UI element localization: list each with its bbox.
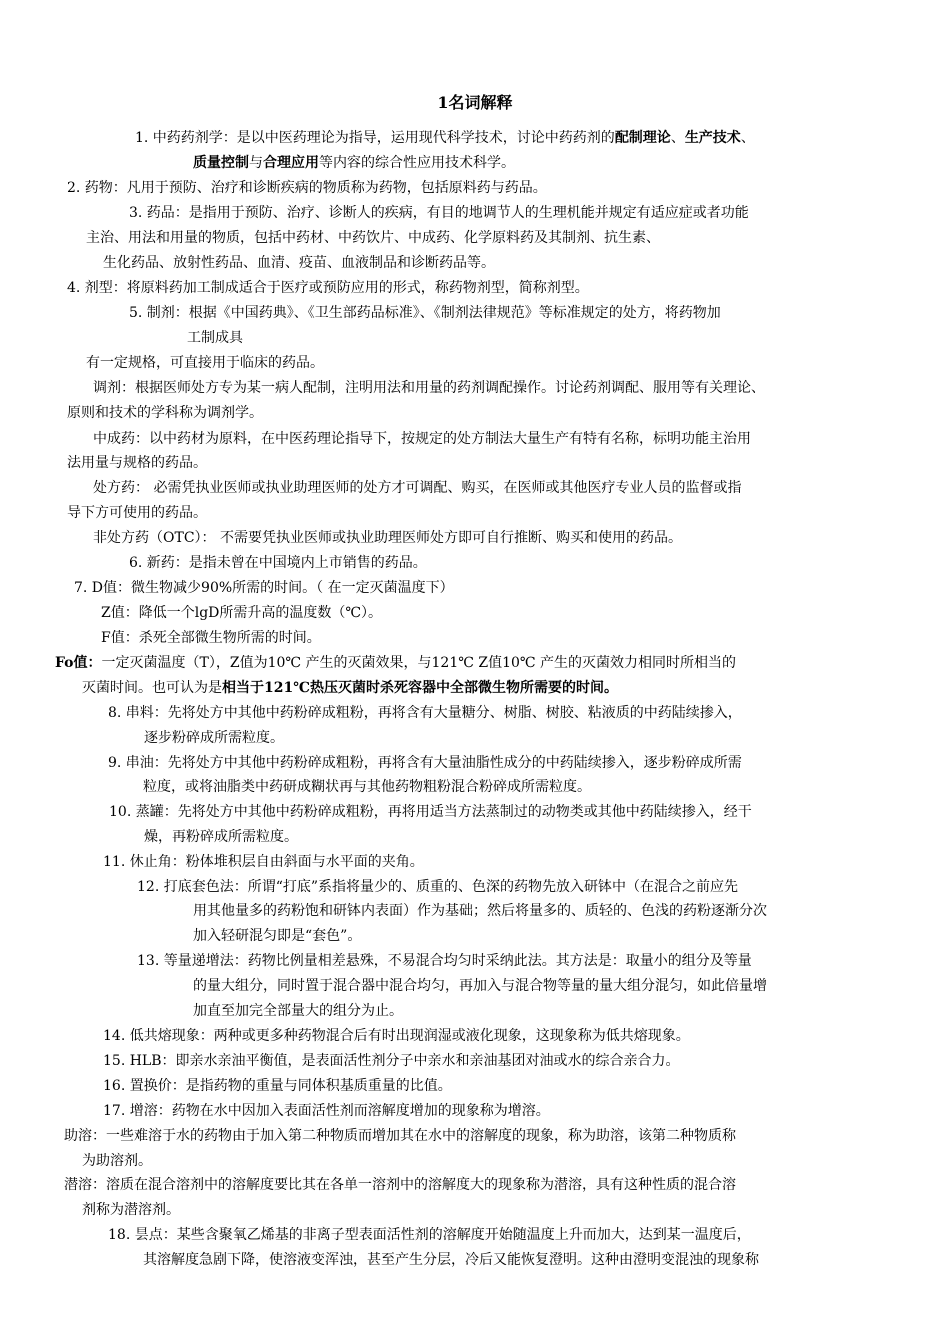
term-12-line-1: 12. 打底套色法：所谓“打底”系指将量少的、质重的、色深的药物先放入研钵中（在混合之前应先 bbox=[137, 879, 739, 895]
term-13-line-1: 13. 等量递增法：药物比例量相差悬殊，不易混合均匀时采纳此法。其方法是：取量小的组分及等量 bbox=[137, 953, 752, 969]
tiaoji-line-1: 调剂：根据医师处方专为某一病人配制，注明用法和用量的药剂调配操作。讨论药剂调配、服用等有关理论、 bbox=[93, 380, 765, 396]
page-title: 1名词解释 bbox=[437, 93, 513, 112]
term-10-line-1: 10. 蒸罐：先将处方中其他中药粉碎成粗粉，再将用适当方法蒸制过的动物类或其他中药陆续掺入，经干 bbox=[109, 804, 752, 820]
term-11: 11. 休止角：粉体堆积层自由斜面与水平面的夹角。 bbox=[103, 854, 424, 870]
term-8-line-1: 8. 串料：先将处方中其他中药粉碎成粗粉，再将含有大量糖分、树脂、树胶、粘液质的中药陆续掺入， bbox=[108, 705, 742, 721]
term-18-line-2: 其溶解度急剧下降，使溶液变浑浊，甚至产生分层，冷后又能恢复澄明。这种由澄明变混浊的现象称 bbox=[143, 1252, 759, 1268]
fo-line-1 bbox=[55, 653, 736, 673]
term-1-bold-2: 生产技术 bbox=[684, 130, 741, 146]
term-12-line-3: 加入轻研混匀即是“套色”。 bbox=[193, 928, 362, 944]
term-14: 14. 低共熔现象：两种或更多种药物混合后有时出现润湿或液化现象，这现象称为低共熔现象。 bbox=[103, 1028, 690, 1044]
qianrong-line-2: 剂称为潜溶剂。 bbox=[82, 1202, 180, 1218]
chufangyao-line-1: 处方药： 必需凭执业医师或执业助理医师的处方才可调配、购买，在医师或其他医疗专业人员的监督或指 bbox=[93, 480, 742, 496]
term-7-f-value: F值：杀死全部微生物所需的时间。 bbox=[101, 630, 321, 646]
term-1-bold-1: 配制理论 bbox=[614, 130, 671, 146]
zhongchengyao-line-1: 中成药：以中药材为原料，在中医药理论指导下，按规定的处方制法大量生产有特有名称，标明功能主治用 bbox=[93, 431, 751, 447]
term-6: 6. 新药：是指未曾在中国境内上市销售的药品。 bbox=[129, 555, 427, 571]
term-13-line-2: 的量大组分，同时置于混合器中混合均匀，再加入与混合物等量的量大组分混匀，如此倍量增 bbox=[193, 978, 767, 994]
term-1-sep-1: 、 bbox=[670, 130, 685, 146]
fo-line-2 bbox=[82, 678, 618, 698]
term-1-text: 1. 中药药剂学：是以中医药理论为指导，运用现代科学技术，讨论中药药剂的 bbox=[135, 130, 615, 146]
zhongchengyao-line-2: 法用量与规格的药品。 bbox=[67, 455, 207, 471]
term-3-line-2: 主治、用法和用量的物质，包括中药材、中药饮片、中成药、化学原料药及其制剂、抗生素、 bbox=[86, 230, 660, 246]
term-1-sep-2: 、 bbox=[740, 130, 755, 146]
term-1-line-2 bbox=[193, 153, 515, 173]
term-5-line-2: 工制成具 bbox=[187, 330, 243, 346]
term-2: 2. 药物：凡用于预防、治疗和诊断疾病的物质称为药物，包括原料药与药品。 bbox=[67, 180, 547, 196]
fo-text: 一定灭菌温度（T），Z值为10℃ 产生的灭菌效果，与121℃ Z值10℃ 产生的灭菌效力相同时所相当的 bbox=[101, 655, 736, 671]
term-9-line-1: 9. 串油：先将处方中其他中药粉碎成粗粉，再将含有大量油脂性成分的中药陆续掺入，逐步粉碎成所需 bbox=[108, 755, 742, 771]
term-7-z-value: Z值：降低一个lgD所需升高的温度数（℃）。 bbox=[101, 605, 383, 621]
term-10-line-2: 燥，再粉碎成所需粒度。 bbox=[144, 829, 298, 845]
fo-line-2-pre: 灭菌时间。也可认为是 bbox=[82, 680, 222, 696]
otc-definition: 非处方药（OTC）： 不需要凭执业医师或执业助理医师处方即可自行推断、购买和使用的药品。 bbox=[93, 530, 682, 546]
zhurong-line-2: 为助溶剂。 bbox=[82, 1153, 152, 1169]
term-16: 16. 置换价：是指药物的重量与同体积基质重量的比值。 bbox=[103, 1078, 452, 1094]
term-17: 17. 增溶：药物在水中因加入表面活性剂而溶解度增加的现象称为增溶。 bbox=[103, 1103, 550, 1119]
term-1-bold-4: 合理应用 bbox=[263, 155, 319, 171]
term-5-line-1: 5. 制剂：根据《中国药典》、《卫生部药品标准》、《制剂法律规范》等标准规定的处方，将药物加 bbox=[129, 305, 721, 321]
term-4: 4. 剂型：将原料药加工制成适合于医疗或预防应用的形式，称药物剂型，简称剂型。 bbox=[67, 280, 589, 296]
term-18-line-1: 18. 昙点：某些含聚氧乙烯基的非离子型表面活性剂的溶解度开始随温度上升而加大，达到某一温度后， bbox=[108, 1227, 751, 1243]
term-3-line-1: 3. 药品：是指用于预防、治疗、诊断人的疾病，有目的地调节人的生理机能并规定有适应症或者功能 bbox=[129, 205, 749, 221]
tiaoji-line-2: 原则和技术的学科称为调剂学。 bbox=[67, 405, 263, 421]
term-1-line-1 bbox=[135, 128, 755, 148]
term-9-line-2: 粒度，或将油脂类中药研成糊状再与其他药物粗粉混合粉碎成所需粒度。 bbox=[143, 779, 591, 795]
term-1-mid: 与 bbox=[249, 155, 263, 171]
term-5-line-3: 有一定规格，可直接用于临床的药品。 bbox=[86, 355, 324, 371]
term-8-line-2: 逐步粉碎成所需粒度。 bbox=[144, 730, 284, 746]
term-12-line-2: 用其他量多的药粉饱和研钵内表面）作为基础；然后将量多的、质轻的、色浅的药粉逐渐分次 bbox=[193, 903, 767, 919]
chufangyao-line-2: 导下方可使用的药品。 bbox=[67, 505, 207, 521]
term-3-line-3: 生化药品、放射性药品、血清、疫苗、血液制品和诊断药品等。 bbox=[103, 255, 495, 271]
term-1-bold-3: 质量控制 bbox=[193, 155, 249, 171]
term-15: 15. HLB：即亲水亲油平衡值，是表面活性剂分子中亲水和亲油基团对油或水的综合亲合力。 bbox=[103, 1053, 680, 1069]
fo-label: Fo值： bbox=[55, 655, 102, 671]
term-1-post: 等内容的综合性应用技术科学。 bbox=[319, 155, 515, 171]
fo-line-2-bold: 相当于121℃热压灭菌时杀死容器中全部微生物所需要的时间。 bbox=[222, 680, 618, 696]
term-7-d-value: 7. D值：微生物减少90%所需的时间。（ 在一定灭菌温度下） bbox=[74, 580, 454, 596]
zhurong-line-1: 助溶：一些难溶于水的药物由于加入第二种物质而增加其在水中的溶解度的现象，称为助溶，该第二种物质称 bbox=[64, 1128, 736, 1144]
qianrong-line-1: 潜溶：溶质在混合溶剂中的溶解度要比其在各单一溶剂中的溶解度大的现象称为潜溶，具有这种性质的混合溶 bbox=[64, 1177, 736, 1193]
term-13-line-3: 加直至加完全部量大的组分为止。 bbox=[193, 1003, 403, 1019]
